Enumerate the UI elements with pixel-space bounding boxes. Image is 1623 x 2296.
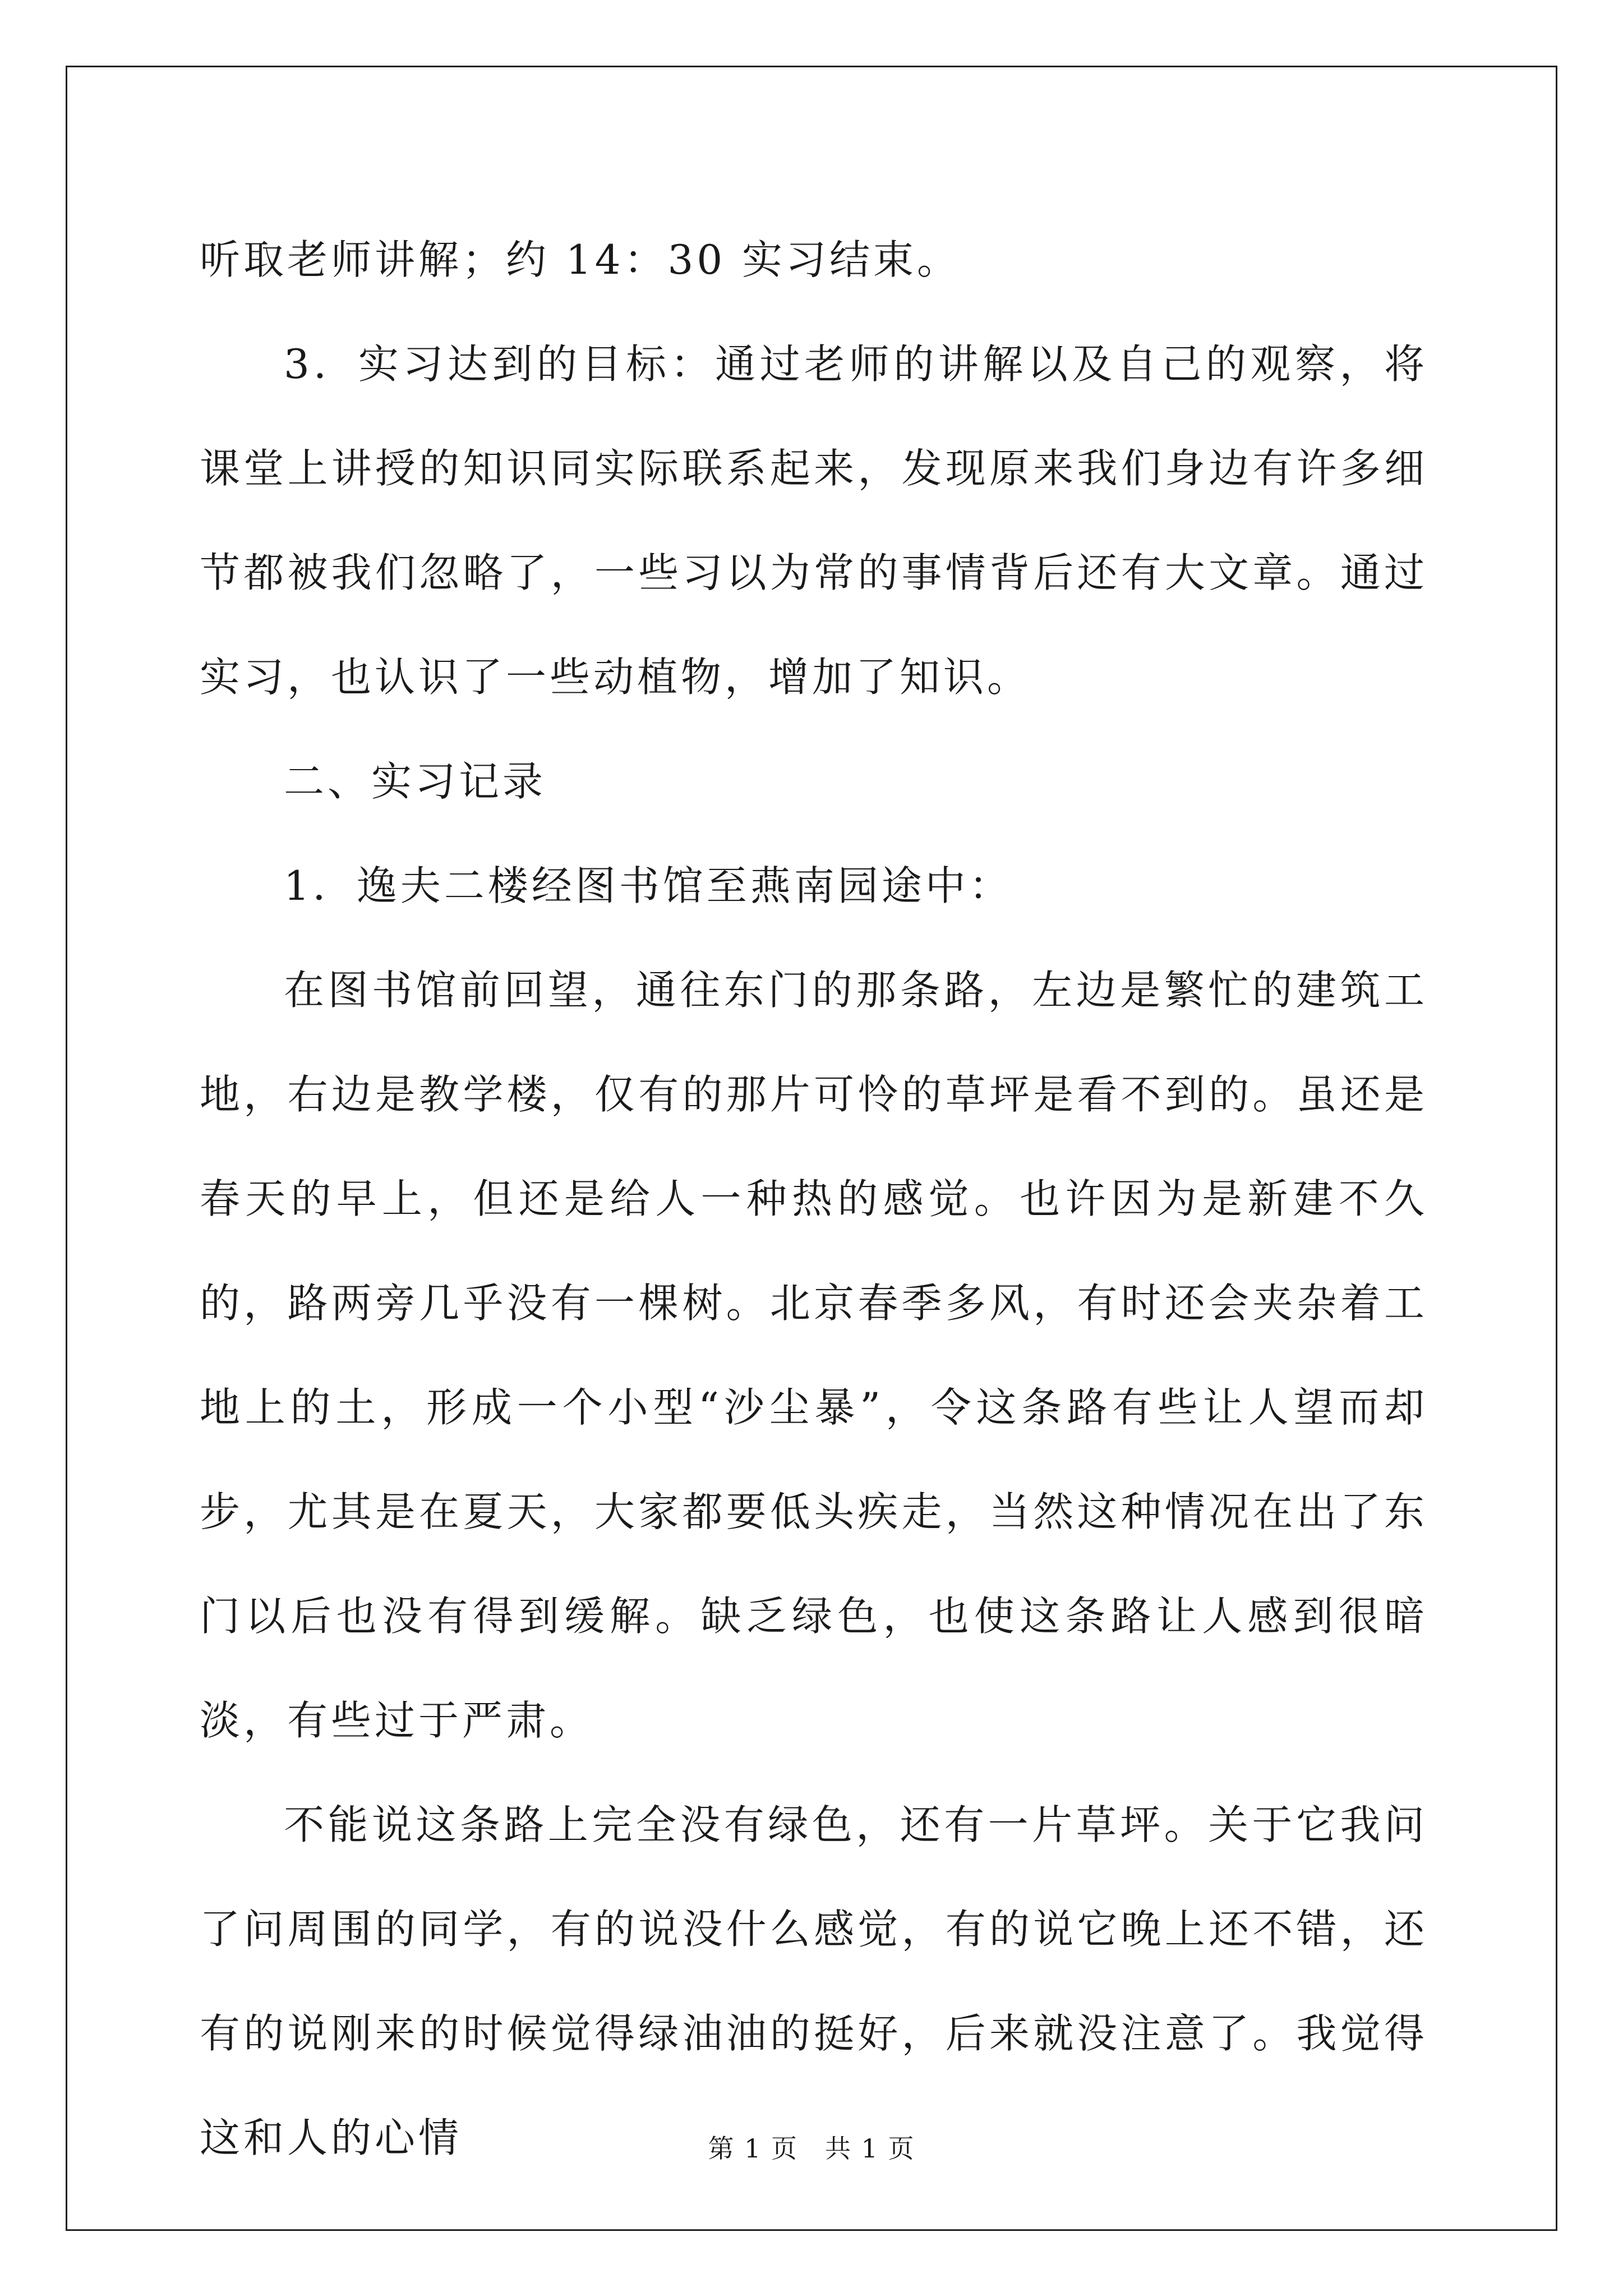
paragraph: 3．实习达到的目标：通过老师的讲解以及自己的观察，将课堂上讲授的知识同实际联系起来，发现原来我们身边有许多细节都被我们忽略了，一些习以为常的事情背后还有大文章。通过实习，也认识了一些动植物，增加了知识。 [200,341,1428,701]
page-footer: 第 1 页 共 1 页 [708,2133,915,2164]
document-body [200,208,1428,2190]
paragraph: 听取老师讲解；约 14：30 实习结束。 [200,236,961,283]
paragraph: 在图书馆前回望，通往东门的那条路，左边是繁忙的建筑工地，右边是教学楼，仅有的那片可怜的草坪是看不到的。虽还是春天的早上，但还是给人一种热的感觉。也许因为是新建不久的，路两旁几乎没有一棵树。北京春季多风，有时还会夹杂着工地上的土，形成一个小型“沙尘暴”，令这条路有些让人望而却步，尤其是在夏天，大家都要低头疾走，当然这种情况在出了东门以后也没有得到缓解。缺乏绿色，也使这条路让人感到很暗淡，有些过于严肃。 [200,967,1428,1744]
paragraph: 不能说这条路上完全没有绿色，还有一片草坪。关于它我问了问周围的同学，有的说没什么感觉，有的说它晚上还不错，还有的说刚来的时候觉得绿油油的挺好，后来就没注意了。我觉得这和人的心情 [200,1801,1428,2161]
section-heading: 二、实习记录 [284,758,547,805]
subsection-heading: 1．逸夫二楼经图书馆至燕南园途中： [284,862,1013,909]
